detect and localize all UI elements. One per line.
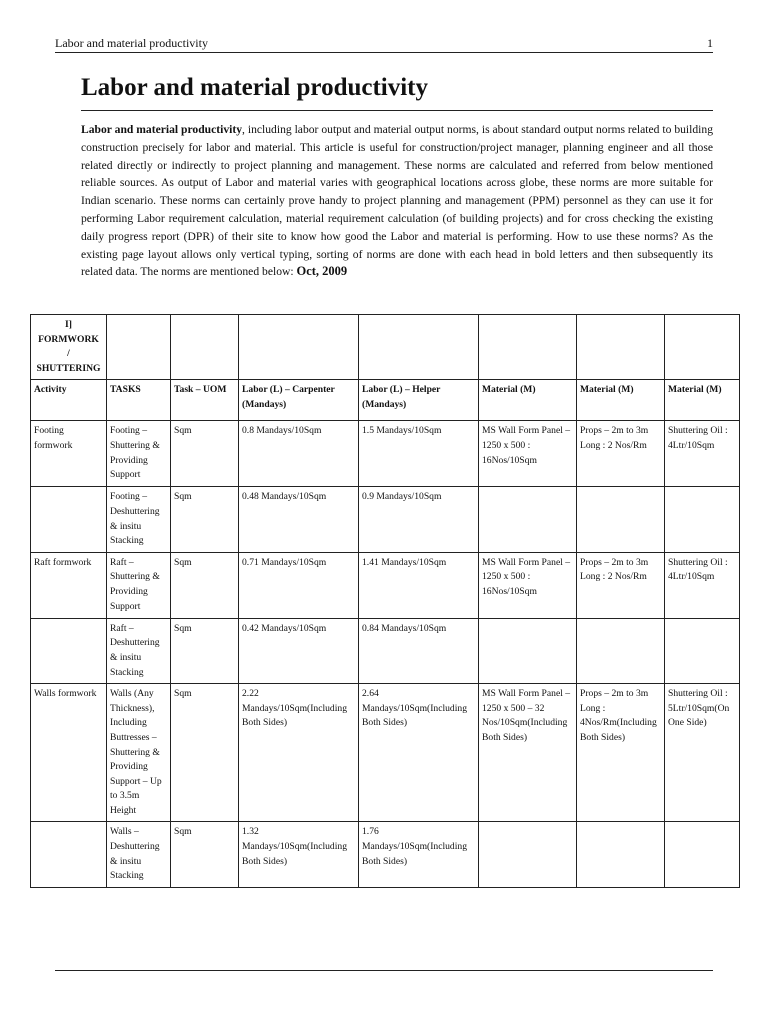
table-cell: Sqm xyxy=(171,552,239,618)
table-cell: Sqm xyxy=(171,822,239,888)
table-cell: 2.22 Mandays/10Sqm(Including Both Sides) xyxy=(239,684,359,822)
table-cell: Footing – Shuttering & Providing Support xyxy=(107,421,171,487)
empty-cell xyxy=(665,315,740,380)
table-cell xyxy=(577,487,665,552)
table-cell xyxy=(665,822,740,888)
empty-cell xyxy=(239,315,359,380)
table-cell: 1.32 Mandays/10Sqm(Including Both Sides) xyxy=(239,822,359,888)
empty-cell xyxy=(359,315,479,380)
footer-rule xyxy=(55,970,713,971)
table-cell xyxy=(665,487,740,552)
table-cell: Sqm xyxy=(171,421,239,487)
column-header: Labor (L) – Helper (Mandays) xyxy=(359,380,479,421)
section-row xyxy=(31,315,740,380)
table-row xyxy=(31,487,740,552)
table-cell: Walls formwork xyxy=(31,684,107,822)
column-header: Labor (L) – Carpenter (Mandays) xyxy=(239,380,359,421)
column-header-row xyxy=(31,380,740,421)
table-cell xyxy=(479,487,577,552)
table-row xyxy=(31,421,740,487)
intro-date: Oct, 2009 xyxy=(296,264,348,279)
table-cell xyxy=(479,618,577,683)
empty-cell xyxy=(171,315,239,380)
table-cell: 0.71 Mandays/10Sqm xyxy=(239,552,359,618)
table-cell xyxy=(31,618,107,683)
table-row xyxy=(31,822,740,888)
table-cell: Sqm xyxy=(171,618,239,683)
table-cell xyxy=(665,618,740,683)
intro-bold-term: Labor and material productivity xyxy=(81,123,243,136)
table-cell: 2.64 Mandays/10Sqm(Including Both Sides) xyxy=(359,684,479,822)
empty-cell xyxy=(479,315,577,380)
column-header: Material (M) xyxy=(479,380,577,421)
table-cell xyxy=(31,487,107,552)
table-cell: Props – 2m to 3m Long : 2 Nos/Rm xyxy=(577,552,665,618)
section-heading: I] FORMWORK / SHUTTERING xyxy=(31,315,107,380)
intro-text: , including labor output and material output norms, is about standard output norms related to building construction precisely for labor and material. This article is useful for construction/project manager, planning engineer and all those related directly or indirectly to project planning and management. These norms are calculated and referred from below mentioned reliable sources. As output of Labor and material varies with geographical locations across globe, these norms are more suitable for Indian scenario. These norms can certainly prove handy to project planning and management (PPM) personnel as they can use it for performing Labor requirement calculation, material requirement calculation (of building projects) and for cross checking the existing daily progress report (DPR) of their site to know how good the Labor and material is performing. How to use these norms? As the existing page layout allows only vertical typing, sorting of norms are done with each head in bold letters and then subsequently its related data. The norms are mentioned below: xyxy=(81,123,713,279)
empty-cell xyxy=(577,315,665,380)
table-cell: Shuttering Oil : 4Ltr/10Sqm xyxy=(665,552,740,618)
table-cell: 0.42 Mandays/10Sqm xyxy=(239,618,359,683)
table-cell: 1.76 Mandays/10Sqm(Including Both Sides) xyxy=(359,822,479,888)
table-row xyxy=(31,552,740,618)
table-cell: MS Wall Form Panel – 1250 x 500 : 16Nos/10Sqm xyxy=(479,421,577,487)
running-header xyxy=(55,36,713,53)
table-cell: Raft – Shuttering & Providing Support xyxy=(107,552,171,618)
table-cell xyxy=(31,822,107,888)
table-cell: Footing formwork xyxy=(31,421,107,487)
page-number: 1 xyxy=(707,36,713,50)
table-cell: 1.5 Mandays/10Sqm xyxy=(359,421,479,487)
table-cell: 0.48 Mandays/10Sqm xyxy=(239,487,359,552)
column-header: Material (M) xyxy=(577,380,665,421)
empty-cell xyxy=(107,315,171,380)
table-row xyxy=(31,618,740,683)
column-header: Activity xyxy=(31,380,107,421)
table-cell: Raft formwork xyxy=(31,552,107,618)
running-header-title: Labor and material productivity xyxy=(55,36,208,50)
table-cell: 1.41 Mandays/10Sqm xyxy=(359,552,479,618)
table-cell xyxy=(577,822,665,888)
table-cell: Props – 2m to 3m Long : 2 Nos/Rm xyxy=(577,421,665,487)
table-cell xyxy=(479,822,577,888)
table-cell: Footing – Deshuttering & insitu Stacking xyxy=(107,487,171,552)
intro-paragraph xyxy=(81,121,713,281)
table-cell: 0.84 Mandays/10Sqm xyxy=(359,618,479,683)
norms-table xyxy=(30,314,740,888)
page-title: Labor and material productivity xyxy=(81,72,713,111)
table-cell: Shuttering Oil : 4Ltr/10Sqm xyxy=(665,421,740,487)
column-header: Material (M) xyxy=(665,380,740,421)
table-cell: Sqm xyxy=(171,487,239,552)
table-cell: Sqm xyxy=(171,684,239,822)
table-cell: 0.9 Mandays/10Sqm xyxy=(359,487,479,552)
table-cell: MS Wall Form Panel – 1250 x 500 – 32 Nos/10Sqm(Including Both Sides) xyxy=(479,684,577,822)
table-cell: Shuttering Oil : 5Ltr/10Sqm(On One Side) xyxy=(665,684,740,822)
table-cell: Props – 2m to 3m Long : 4Nos/Rm(Including Both Sides) xyxy=(577,684,665,822)
column-header: TASKS xyxy=(107,380,171,421)
table-cell: 0.8 Mandays/10Sqm xyxy=(239,421,359,487)
table-cell: Raft – Deshuttering & insitu Stacking xyxy=(107,618,171,683)
table-cell: Walls – Deshuttering & insitu Stacking xyxy=(107,822,171,888)
table-cell xyxy=(577,618,665,683)
table-row xyxy=(31,684,740,822)
table-cell: MS Wall Form Panel – 1250 x 500 : 16Nos/10Sqm xyxy=(479,552,577,618)
column-header: Task – UOM xyxy=(171,380,239,421)
table-cell: Walls (Any Thickness), Including Buttresses – Shuttering & Providing Support – Up to 3.5m Height xyxy=(107,684,171,822)
